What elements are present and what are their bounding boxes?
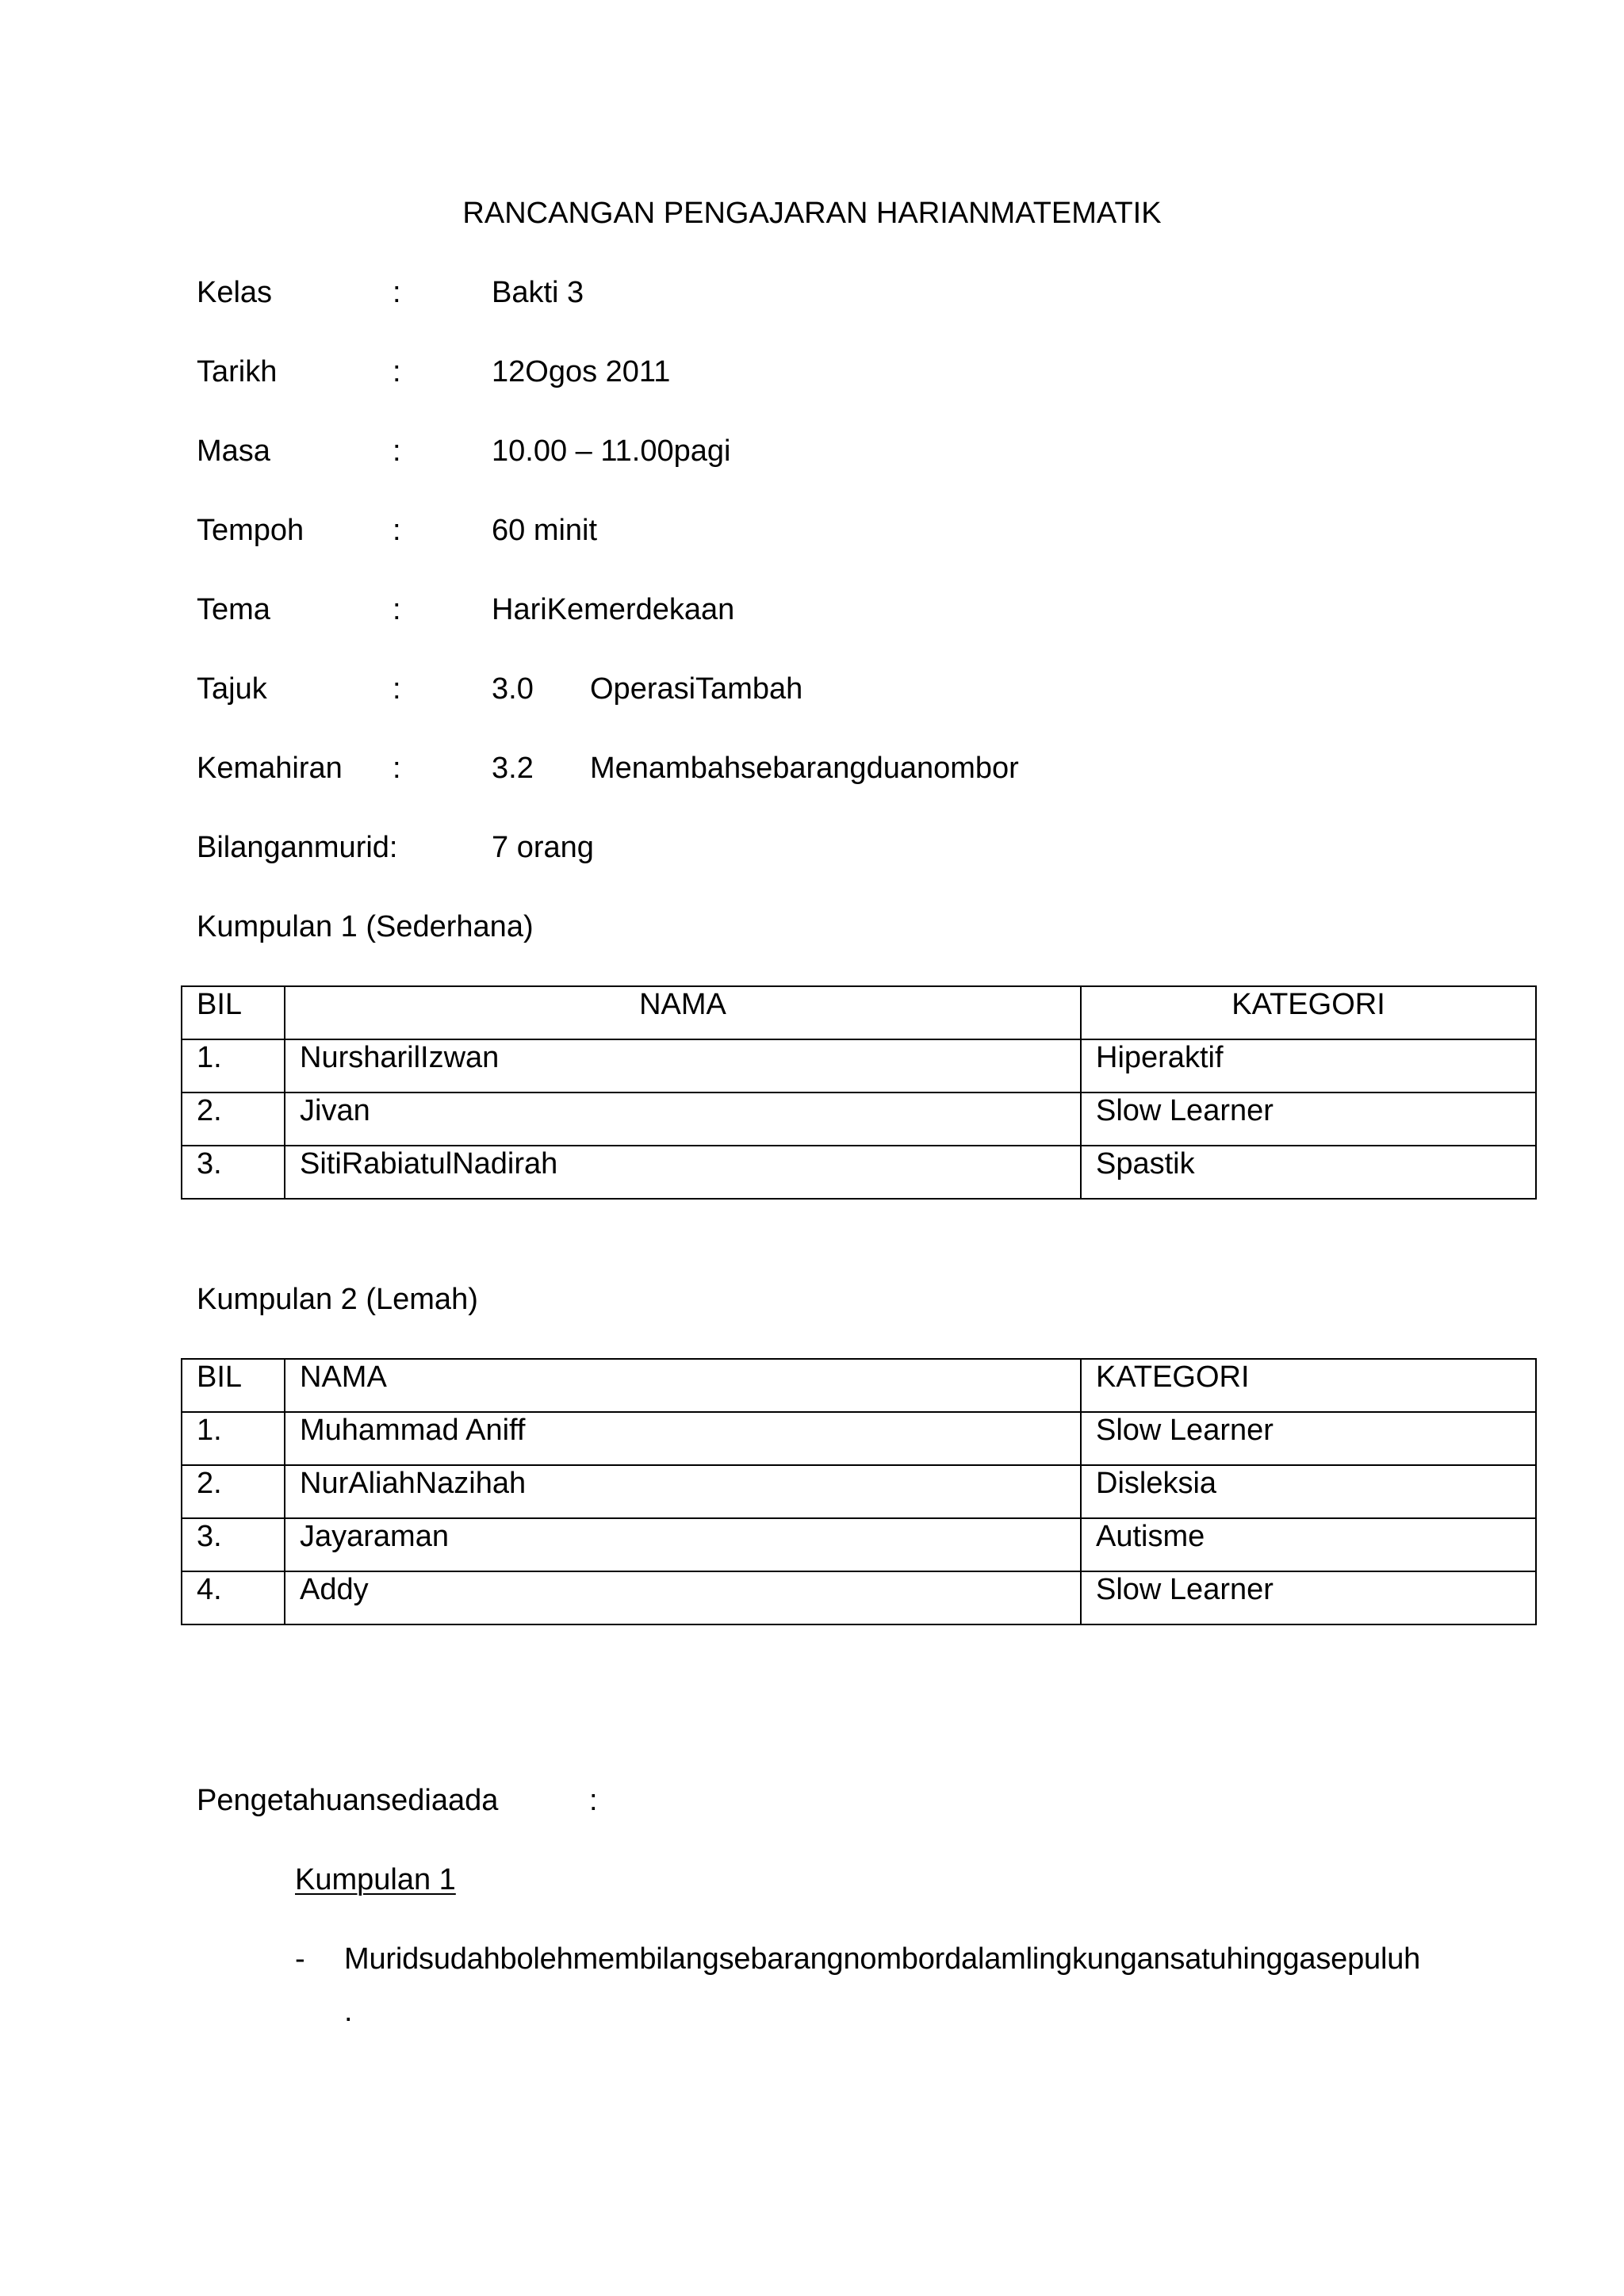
- field-label-masa: Masa: [197, 434, 270, 468]
- field-colon: :: [393, 514, 401, 547]
- prior-knowledge-label: Pengetahuansediaada: [197, 1784, 499, 1817]
- cell-kategori: Hiperaktif: [1081, 1039, 1536, 1093]
- field-value-bilangan-murid: 7 orang: [492, 831, 594, 864]
- prior-knowledge-item: Muridsudahbolehmembilangsebarangnombordalamlingkungansatuhinggasepuluh: [344, 1942, 1421, 1976]
- field-value-tajuk-number: 3.0: [492, 672, 534, 706]
- cell-nama: NursharilIzwan: [285, 1039, 1081, 1093]
- prior-knowledge-colon: :: [589, 1784, 598, 1817]
- field-label-tajuk: Tajuk: [197, 672, 267, 706]
- cell-nama: NurAliahNazihah: [285, 1465, 1081, 1518]
- table-row: [182, 1465, 1536, 1518]
- cell-nama: Addy: [285, 1571, 1081, 1624]
- field-label-bilangan-murid: Bilanganmurid:: [197, 831, 398, 864]
- header-bil: BIL: [182, 1359, 285, 1412]
- table-header-row: [182, 986, 1536, 1039]
- field-label-tempoh: Tempoh: [197, 514, 304, 547]
- table-row: [182, 1571, 1536, 1624]
- bullet-dash: -: [295, 1942, 305, 1976]
- table-row: [182, 1093, 1536, 1146]
- field-colon: :: [393, 672, 401, 706]
- cell-kategori: Autisme: [1081, 1518, 1536, 1571]
- field-value-tempoh: 60 minit: [492, 514, 598, 547]
- cell-bil: 1.: [182, 1412, 285, 1465]
- prior-knowledge-item-end: .: [344, 1995, 353, 2028]
- header-nama: NAMA: [285, 1359, 1081, 1412]
- field-label-kelas: Kelas: [197, 276, 273, 309]
- document-title: RANCANGAN PENGAJARAN HARIANMATEMATIK: [462, 197, 1162, 230]
- header-nama: NAMA: [285, 986, 1081, 1039]
- cell-bil: 4.: [182, 1571, 285, 1624]
- table-row: [182, 1518, 1536, 1571]
- cell-bil: 2.: [182, 1465, 285, 1518]
- field-colon: :: [393, 752, 401, 785]
- table-row: [182, 1146, 1536, 1199]
- cell-kategori: Slow Learner: [1081, 1093, 1536, 1146]
- field-label-tarikh: Tarikh: [197, 355, 278, 388]
- field-value-masa: 10.00 – 11.00pagi: [492, 434, 731, 468]
- group1-table: [181, 985, 1537, 1200]
- field-label-kemahiran: Kemahiran: [197, 752, 343, 785]
- table-row: [182, 1412, 1536, 1465]
- field-value-kelas: Bakti 3: [492, 276, 584, 309]
- field-value-kemahiran-text: Menambahsebarangduanombor: [590, 752, 1019, 785]
- group2-heading: Kumpulan 2 (Lemah): [197, 1283, 478, 1316]
- cell-nama: Jivan: [285, 1093, 1081, 1146]
- field-colon: :: [393, 434, 401, 468]
- cell-nama: Jayaraman: [285, 1518, 1081, 1571]
- field-value-kemahiran-number: 3.2: [492, 752, 534, 785]
- prior-knowledge-subheading: Kumpulan 1: [295, 1863, 456, 1896]
- cell-bil: 3.: [182, 1518, 285, 1571]
- cell-kategori: Slow Learner: [1081, 1571, 1536, 1624]
- cell-kategori: Slow Learner: [1081, 1412, 1536, 1465]
- table-row: [182, 1039, 1536, 1093]
- cell-bil: 1.: [182, 1039, 285, 1093]
- field-colon: :: [393, 593, 401, 626]
- cell-nama: Muhammad Aniff: [285, 1412, 1081, 1465]
- cell-bil: 2.: [182, 1093, 285, 1146]
- field-value-tarikh: 12Ogos 2011: [492, 355, 671, 388]
- header-kategori: KATEGORI: [1081, 1359, 1536, 1412]
- cell-kategori: Disleksia: [1081, 1465, 1536, 1518]
- field-value-tajuk-text: OperasiTambah: [590, 672, 803, 706]
- cell-kategori: Spastik: [1081, 1146, 1536, 1199]
- field-colon: :: [393, 276, 401, 309]
- header-bil: BIL: [182, 986, 285, 1039]
- cell-nama: SitiRabiatulNadirah: [285, 1146, 1081, 1199]
- table-header-row: [182, 1359, 1536, 1412]
- field-label-tema: Tema: [197, 593, 270, 626]
- field-colon: :: [393, 355, 401, 388]
- field-value-tema: HariKemerdekaan: [492, 593, 735, 626]
- cell-bil: 3.: [182, 1146, 285, 1199]
- header-kategori: KATEGORI: [1081, 986, 1536, 1039]
- group1-heading: Kumpulan 1 (Sederhana): [197, 910, 534, 943]
- group2-table: [181, 1358, 1537, 1625]
